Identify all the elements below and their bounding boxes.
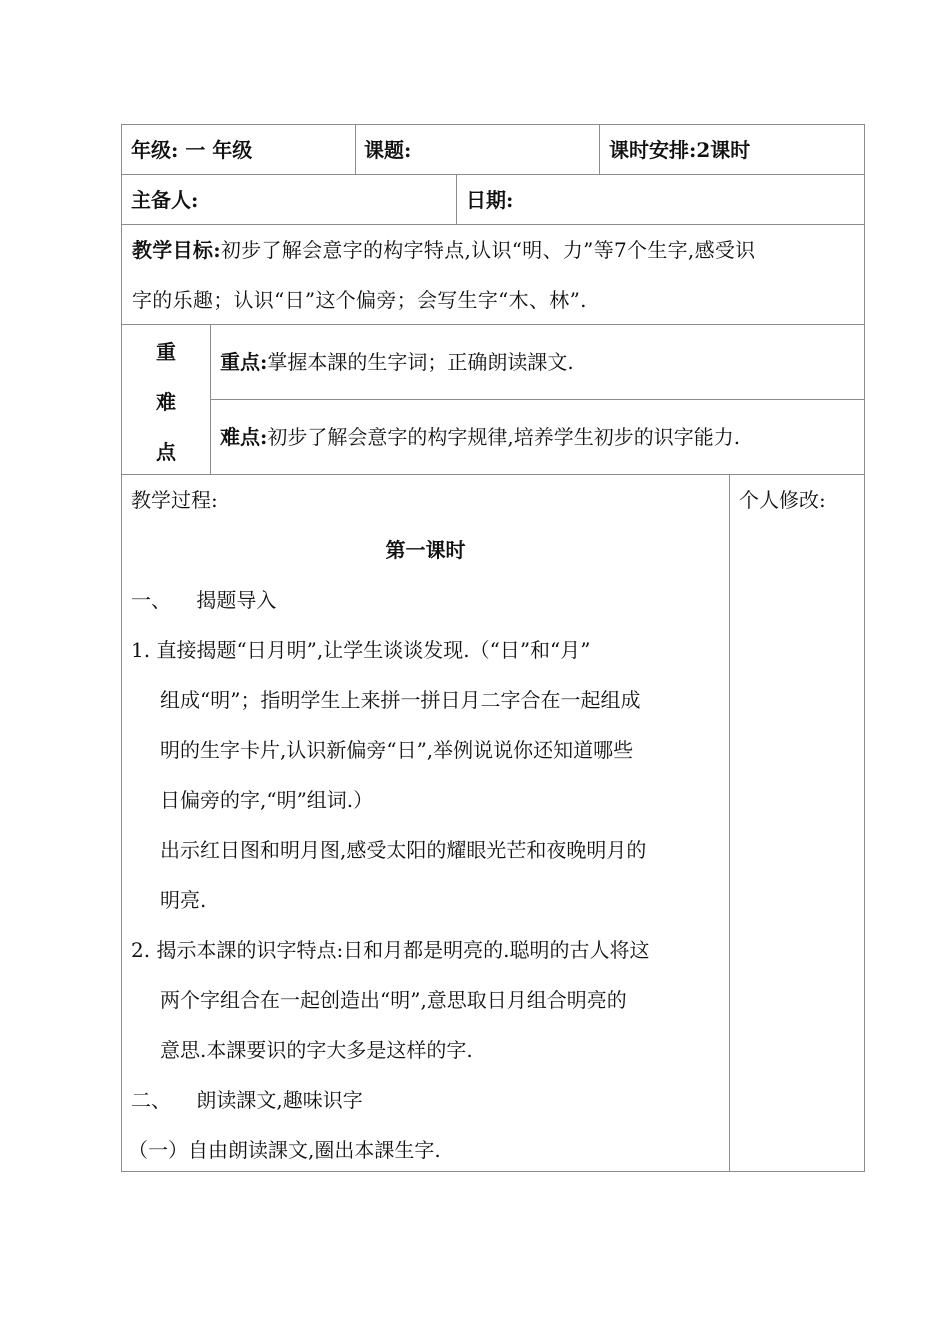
side-char-1: 重 (156, 340, 176, 364)
focus-text: 掌握本課的生字词；正确朗读課文. (267, 350, 574, 374)
process-title: 教学过程: (131, 488, 218, 512)
grade-label: 年级: 一 年级 (131, 138, 253, 162)
objectives-line-2: 字的乐趣；认识“日”这个偏旁；会写生字“木、林”. (132, 288, 587, 312)
side-char-2: 难 (156, 390, 176, 414)
process-line-7: 明亮. (160, 888, 207, 912)
side-char-3: 点 (156, 440, 176, 464)
personal-edit-label: 个人修改: (739, 488, 826, 512)
difficulty-label: 难点: (220, 425, 268, 449)
focus-label: 重点: (220, 350, 268, 374)
process-line-1: 一、 揭题导入 (131, 588, 277, 612)
header-row (122, 125, 864, 175)
difficulty-text: 初步了解会意字的构字规律,培养学生初步的识字能力. (267, 425, 741, 449)
lesson-plan-table (121, 124, 865, 1172)
topic-label: 课题: (364, 138, 412, 162)
key-difficulty-side-label (122, 325, 210, 475)
focus-point (210, 325, 864, 400)
objectives-text (132, 225, 860, 325)
process-line-9: 两个字组合在一起创造出“明”,意思取日月组合明亮的 (160, 988, 627, 1012)
process-line-12: （一）自由朗读課文,圈出本課生字. (128, 1138, 441, 1162)
preparer-label: 主备人: (131, 188, 199, 212)
schedule-label: 课时安排:2课时 (609, 138, 751, 162)
objectives-row (122, 225, 864, 325)
key-points-row (122, 325, 864, 475)
difficulty-point (210, 400, 864, 475)
process-line-5: 日偏旁的字,“明”组词.） (160, 788, 374, 812)
process-row (122, 475, 864, 1171)
meta-row (122, 175, 864, 225)
process-line-10: 意思.本課要识的字大多是这样的字. (160, 1038, 473, 1062)
date-label: 日期: (466, 188, 514, 212)
process-line-6: 出示红日图和明月图,感受太阳的耀眼光芒和夜晚明月的 (160, 838, 647, 862)
objectives-line-1: 初步了解会意字的构字特点,认识“明、力”等7个生字,感受识 (220, 238, 756, 262)
lesson-title: 第一课时 (385, 538, 466, 562)
process-line-4: 明的生字卡片,认识新偏旁“日”,举例说说你还知道哪些 (160, 738, 634, 762)
objectives-label: 教学目标: (132, 238, 221, 262)
process-line-8: 2. 揭示本課的识字特点:日和月都是明亮的.聪明的古人将这 (131, 938, 650, 962)
process-line-3: 组成“明”；指明学生上来拼一拼日月二字合在一起组成 (160, 688, 641, 712)
process-line-11: 二、 朗读課文,趣味识字 (131, 1088, 363, 1112)
process-line-2: 1. 直接揭题“日月明”,让学生谈谈发现.（“日”和“月” (131, 638, 591, 662)
